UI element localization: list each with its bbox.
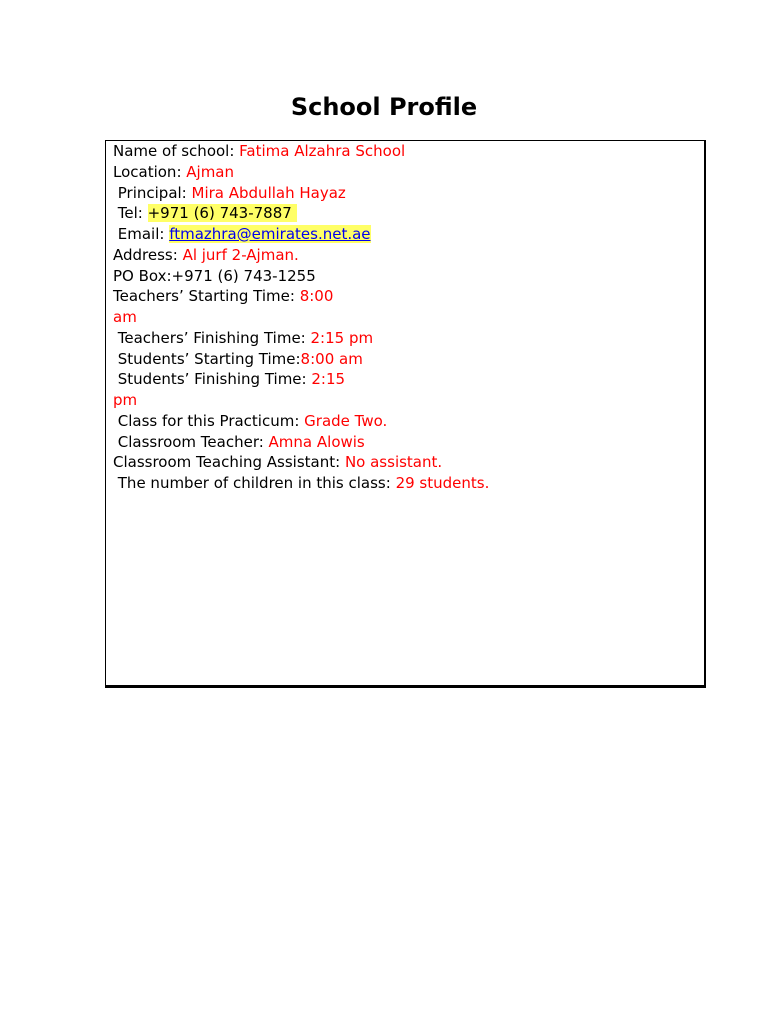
class-value: Grade Two. bbox=[304, 411, 388, 430]
principal-label: Principal: bbox=[113, 183, 192, 202]
email-label: Email: bbox=[113, 225, 170, 243]
teachers-start-value-cont: am bbox=[113, 308, 137, 326]
teacher-label: Classroom Teacher: bbox=[113, 432, 269, 451]
principal-row bbox=[113, 183, 413, 204]
teachers-finish-value: 2:15 pm bbox=[310, 328, 374, 347]
teachers-start-row bbox=[113, 286, 413, 307]
email-link[interactable]: ftmazhra@emirates.net.ae bbox=[169, 225, 371, 243]
location-row bbox=[113, 162, 413, 183]
students-start-value: 8:00 am bbox=[300, 349, 363, 368]
tel-row bbox=[113, 203, 413, 224]
principal-value: Mira Abdullah Hayaz bbox=[191, 183, 346, 202]
class-label: Class for this Practicum: bbox=[113, 411, 305, 430]
students-finish-label: Students’ Finishing Time: bbox=[113, 370, 312, 389]
tel-label: Tel: bbox=[113, 204, 148, 223]
profile-content bbox=[113, 141, 490, 494]
page-title: School Profile bbox=[290, 93, 478, 121]
school-name-value: Fatima Alzahra School bbox=[239, 142, 406, 160]
students-start-label: Students’ Starting Time: bbox=[113, 349, 301, 368]
teachers-start-value: 8:00 bbox=[299, 287, 334, 306]
students-finish-value: 2:15 bbox=[311, 370, 346, 389]
class-row bbox=[113, 411, 413, 432]
location-label: Location: bbox=[113, 162, 187, 181]
students-finish-row bbox=[113, 369, 413, 390]
assistant-label: Classroom Teaching Assistant: bbox=[113, 453, 345, 472]
students-start-row bbox=[113, 349, 413, 370]
teacher-value: Amna Alowis bbox=[268, 432, 365, 451]
assistant-row bbox=[113, 452, 443, 473]
pobox-row: PO Box:+971 (6) 743-1255 bbox=[113, 266, 316, 285]
teachers-start-label: Teachers’ Starting Time: bbox=[113, 287, 300, 306]
address-row bbox=[113, 245, 413, 266]
school-name-label: Name of school: bbox=[113, 142, 240, 160]
location-value: Ajman bbox=[186, 162, 235, 181]
teachers-finish-row bbox=[113, 328, 413, 349]
teacher-row bbox=[113, 432, 413, 453]
children-value: 29 students. bbox=[395, 474, 490, 492]
email-row bbox=[113, 224, 413, 245]
students-finish-value-cont: pm bbox=[113, 391, 138, 409]
children-label: The number of children in this class: bbox=[113, 474, 396, 492]
teachers-finish-label: Teachers’ Finishing Time: bbox=[113, 328, 311, 347]
school-profile-box bbox=[105, 140, 706, 688]
assistant-value: No assistant. bbox=[344, 453, 443, 472]
school-name-row bbox=[113, 141, 413, 162]
address-value: Al jurf 2-Ajman. bbox=[182, 245, 299, 264]
children-row bbox=[113, 473, 490, 494]
address-label: Address: bbox=[113, 245, 183, 264]
tel-value: +971 (6) 743-7887 bbox=[147, 204, 297, 223]
